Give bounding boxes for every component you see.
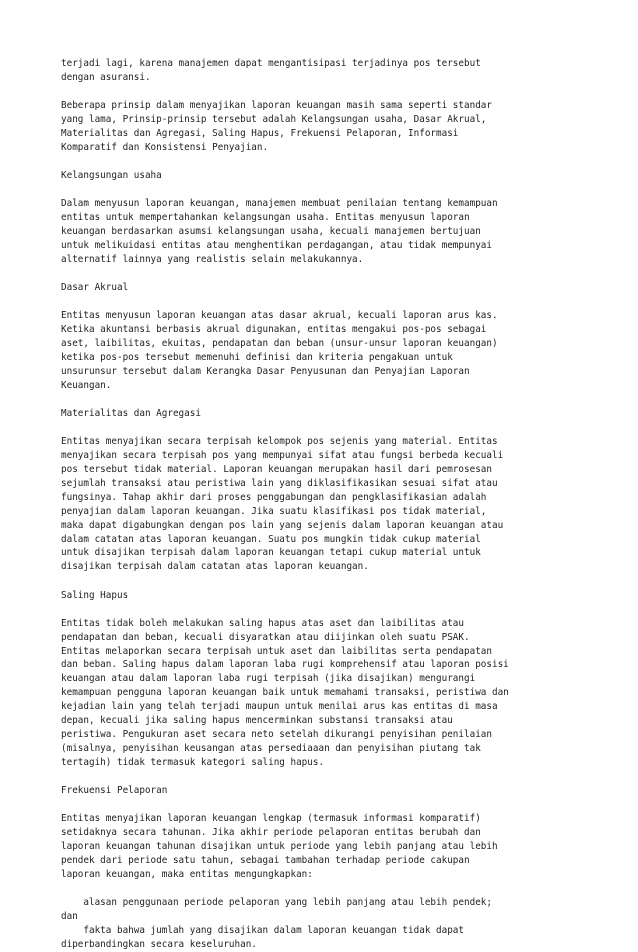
text-line: ketika pos-pos tersebut memenuhi definisi dan kriteria pengakuan untuk (61, 351, 453, 363)
text-line: tertagih) tidak termasuk kategori saling hapus. (61, 756, 325, 768)
accrual-paragraph (61, 309, 621, 392)
text-line: Entitas melaporkan secara terpisah untuk aset dan laibilitas serta pendapatan (61, 645, 492, 657)
list-item: alasan penggunaan periode pelaporan yang lebih panjang atau lebih pendek; (61, 897, 492, 909)
text-line: Komparatif dan Konsistensi Penyajian. (61, 141, 269, 153)
text-line: menyajikan secara terpisah pos yang mempunyai sifat atau fungsi berbeda kecuali (61, 450, 504, 462)
principles-paragraph (61, 99, 621, 155)
text-line: Entitas menyusun laporan keuangan atas dasar akrual, kecuali laporan arus kas. (61, 310, 498, 322)
text-line: penyajian dalam laporan keuangan. Jika suatu klasifikasi pos tidak material, (61, 505, 487, 517)
frequency-list (61, 896, 621, 952)
text-line: Entitas tidak boleh melakukan saling hapus atas aset dan laibilitas atau (61, 617, 464, 629)
text-line: disajikan terpisah dalam catatan atas laporan keuangan. (61, 561, 369, 573)
text-line: alternatif lainnya yang realistis selain melakukannya. (61, 253, 364, 265)
text-line: Beberapa prinsip dalam menyajikan laporan keuangan masih sama seperti standar (61, 100, 492, 112)
offsetting-heading: Saling Hapus (61, 589, 129, 601)
text-line: terjadi lagi, karena manajemen dapat mengantisipasi terjadinya pos tersebut (61, 58, 481, 69)
text-line: Dalam menyusun laporan keuangan, manajemen membuat penilaian tentang kemampuan (61, 198, 498, 210)
text-line: dalam catatan atas laporan keuangan. Suatu pos mungkin tidak cukup material (61, 533, 481, 545)
text-line: entitas untuk mempertahankan kelangsungan usaha. Entitas menyusun laporan (61, 212, 470, 224)
text-line: laporan keuangan, maka entitas mengungkapkan: (61, 868, 313, 880)
text-line: maka dapat digabungkan dengan pos lain yang sejenis dalam laporan keuangan atau (61, 519, 504, 531)
text-line: pos tersebut tidak material. Laporan keuangan merupakan hasil dari pemrosesan (61, 464, 492, 476)
text-line: sejumlah transaksi atau peristiwa lain yang diklasifikasikan sesuai sifat atau (61, 477, 498, 489)
materiality-heading: Materialitas dan Agregasi (61, 408, 201, 419)
text-line: Keuangan. (61, 379, 112, 391)
text-line: Entitas menyajikan secara terpisah kelompok pos sejenis yang material. Entitas (61, 436, 498, 448)
going-concern-heading: Kelangsungan usaha (61, 170, 162, 182)
frequency-heading: Frekuensi Pelaporan (61, 785, 168, 797)
accrual-heading: Dasar Akrual (61, 282, 129, 294)
text-line: pendapatan dan beban, kecuali disyaratkan atau diijinkan oleh suatu PSAK. (61, 631, 470, 643)
text-line: depan, kecuali jika saling hapus mencerminkan substansi transaksi atau (61, 715, 453, 727)
text-line: dengan asuransi. (61, 71, 151, 83)
list-item: fakta bahwa jumlah yang disajikan dalam laporan keuangan tidak dapat (61, 924, 464, 936)
text-line: pendek dari periode satu tahun, sebagai tambahan terhadap periode cakupan (61, 854, 470, 866)
text-line: kejadian lain yang telah terjadi maupun untuk menilai arus kas entitas di masa (61, 701, 498, 713)
text-line: setidaknya secara tahunan. Jika akhir periode pelaporan entitas berubah dan (61, 827, 481, 839)
text-line: Ketika akuntansi berbasis akrual digunakan, entitas mengakui pos-pos sebagai (61, 324, 487, 336)
text-line: untuk disajikan terpisah dalam laporan keuangan tetapi cukup material untuk (61, 547, 481, 559)
text-line: kemampuan pengguna laporan keuangan baik untuk memahami transaksi, peristiwa dan (61, 687, 509, 699)
text-line: keuangan berdasarkan asumsi kelangsungan usaha, kecuali manajemen bertujuan (61, 226, 481, 238)
going-concern-paragraph (61, 197, 621, 267)
text-line: fungsinya. Tahap akhir dari proses penggabungan dan pengklasifikasian adalah (61, 491, 487, 503)
text-line: aset, laibilitas, ekuitas, pendapatan dan beban (unsur-unsur laporan keuangan) (61, 338, 498, 350)
text-line: dan beban. Saling hapus dalam laporan laba rugi komprehensif atau laporan posisi (61, 659, 509, 671)
text-line: Entitas menyajikan laporan keuangan lengkap (termasuk informasi komparatif) (61, 813, 481, 825)
text-line: yang lama, Prinsip-prinsip tersebut adalah Kelangsungan usaha, Dasar Akrual, (61, 114, 487, 126)
offsetting-paragraph (61, 617, 621, 770)
intro-paragraph (61, 57, 621, 85)
document-page (61, 57, 621, 952)
text-line: dan (61, 910, 78, 922)
text-line: laporan keuangan tahunan disajikan untuk periode yang lebih panjang atau lebih (61, 841, 498, 853)
text-line: untuk melikuidasi entitas atau menghentikan perdagangan, atau tidak mempunyai (61, 239, 492, 251)
text-line: (misalnya, penyisihan keusangan atas persediaaan dan penyisihan piutang tak (61, 742, 481, 754)
text-line: Materialitas dan Agregasi, Saling Hapus, Frekuensi Pelaporan, Informasi (61, 127, 459, 139)
text-line: peristiwa. Pengukuran aset secara neto setelah dikurangi penyisihan penilaian (61, 729, 492, 741)
text-line: unsurunsur tersebut dalam Kerangka Dasar Penyusunan dan Penyajian Laporan (61, 365, 470, 377)
frequency-paragraph (61, 812, 621, 882)
materiality-paragraph (61, 435, 621, 574)
text-line: diperbandingkan secara keseluruhan. (61, 938, 257, 950)
text-line: keuangan atau dalam laporan laba rugi terpisah (jika disajikan) mengurangi (61, 673, 476, 685)
